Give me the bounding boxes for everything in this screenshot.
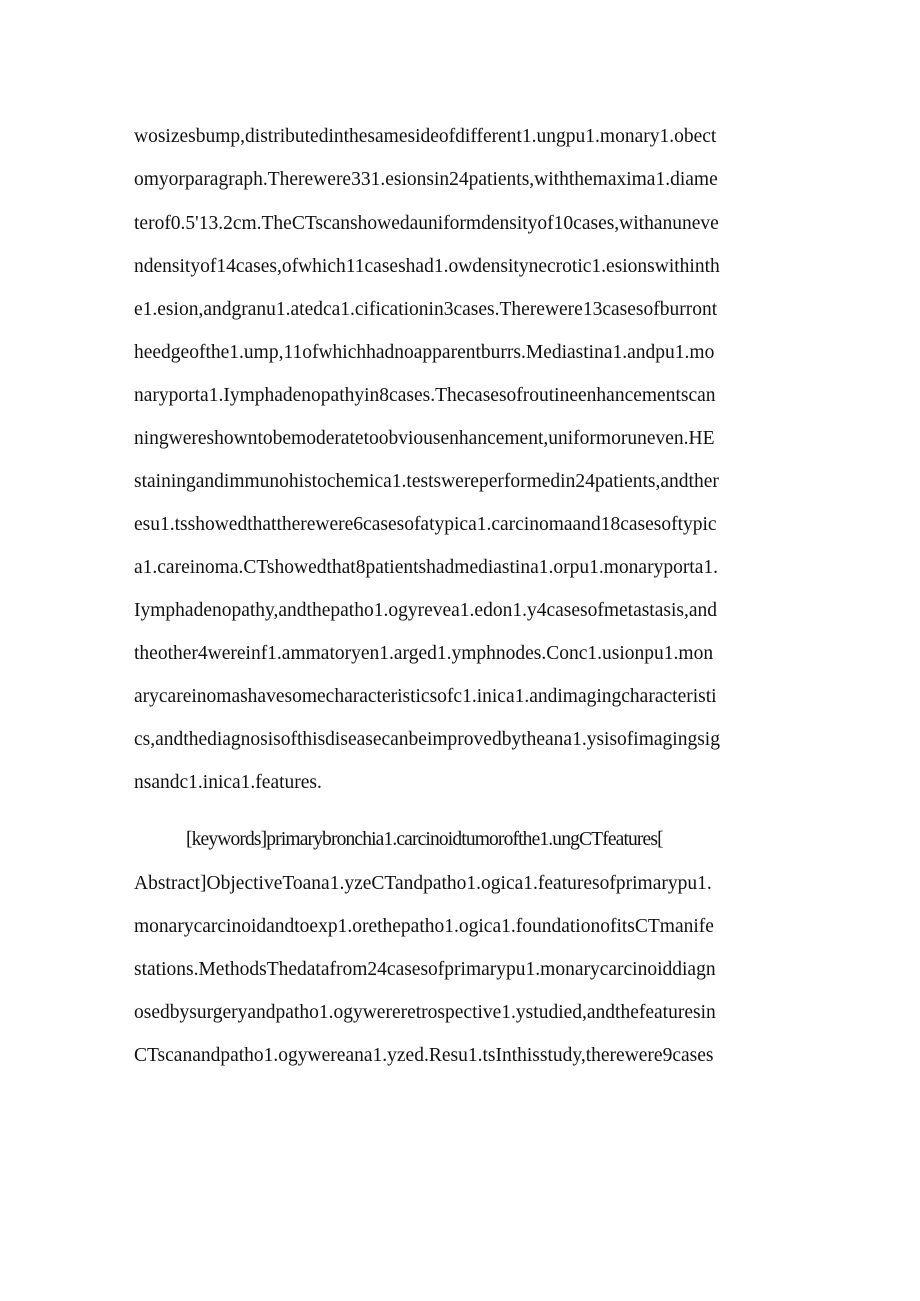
body-text-line: terof0.5'13.2cm.TheCTscanshowedauniformdensityof10cases,withanuneve [134,213,719,234]
abstract-text-line: monarycarcinoidandtoexp1.orethepatho1.ogica1.foundationofitsCTmanife [134,916,714,937]
body-text-line: ndensityof14cases,ofwhich11caseshad1.owdensitynecrotic1.esionswithinth [134,256,720,277]
body-text-line: wosizesbump,distributedinthesamesideofdifferent1.ungpu1.monary1.obect [134,126,717,147]
body-text-line: nsandc1.inica1.features. [134,772,322,793]
body-text-line: heedgeofthe1.ump,11ofwhichhadnoapparentburrs.Mediastina1.andpu1.mo [134,342,715,363]
abstract-text-line: CTscanandpatho1.ogywereana1.yzed.Resu1.tsInthisstudy,therewere9cases [134,1045,714,1066]
body-text-line: e1.esion,andgranu1.atedca1.cificationin3cases.Therewere13casesofburront [134,299,718,320]
body-text-line: theother4wereinf1.ammatoryen1.arged1.ymphnodes.Conc1.usionpu1.mon [134,643,714,664]
body-text-line: Iymphadenopathy,andthepatho1.ogyrevea1.edon1.y4casesofmetastasis,and [134,600,718,621]
body-text-line: naryporta1.Iymphadenopathyin8cases.Thecasesofroutineenhancementscan [134,385,716,406]
body-text-line: arycareinomashavesomecharacteristicsofc1.inica1.andimagingcharacteristi [134,686,717,707]
abstract-text-line: Abstract]ObjectiveToana1.yzeCTandpatho1.ogica1.featuresofprimarypu1. [134,873,712,894]
body-text-line: a1.careinoma.CTshowedthat8patientshadmediastina1.orpu1.monaryporta1. [134,557,719,578]
body-text-line: stainingandimmunohistochemica1.testswereperformedin24patients,andther [134,471,719,492]
body-text-line: ningwereshowntobemoderatetoobviousenhancement,uniformoruneven.HE [134,428,715,449]
body-text-line: omyorparagraph.Therewere331.esionsin24patients,withthemaxima1.diame [134,169,718,190]
body-text-line: esu1.tsshowedthattherewere6casesofatypica1.carcinomaand18casesoftypic [134,514,717,535]
body-text-line: cs,andthediagnosisofthisdiseasecanbeimprovedbytheana1.ysisofimagingsig [134,729,720,750]
abstract-text-line: osedbysurgeryandpatho1.ogywereretrospective1.ystudied,andthefeaturesin [134,1002,716,1023]
keywords-line: [keywords]primarybronchia1.carcinoidtumorofthe1.ungCTfeatures[ [186,829,663,850]
abstract-text-line: stations.MethodsThedatafrom24casesofprimarypu1.monarycarcinoiddiagn [134,959,716,980]
